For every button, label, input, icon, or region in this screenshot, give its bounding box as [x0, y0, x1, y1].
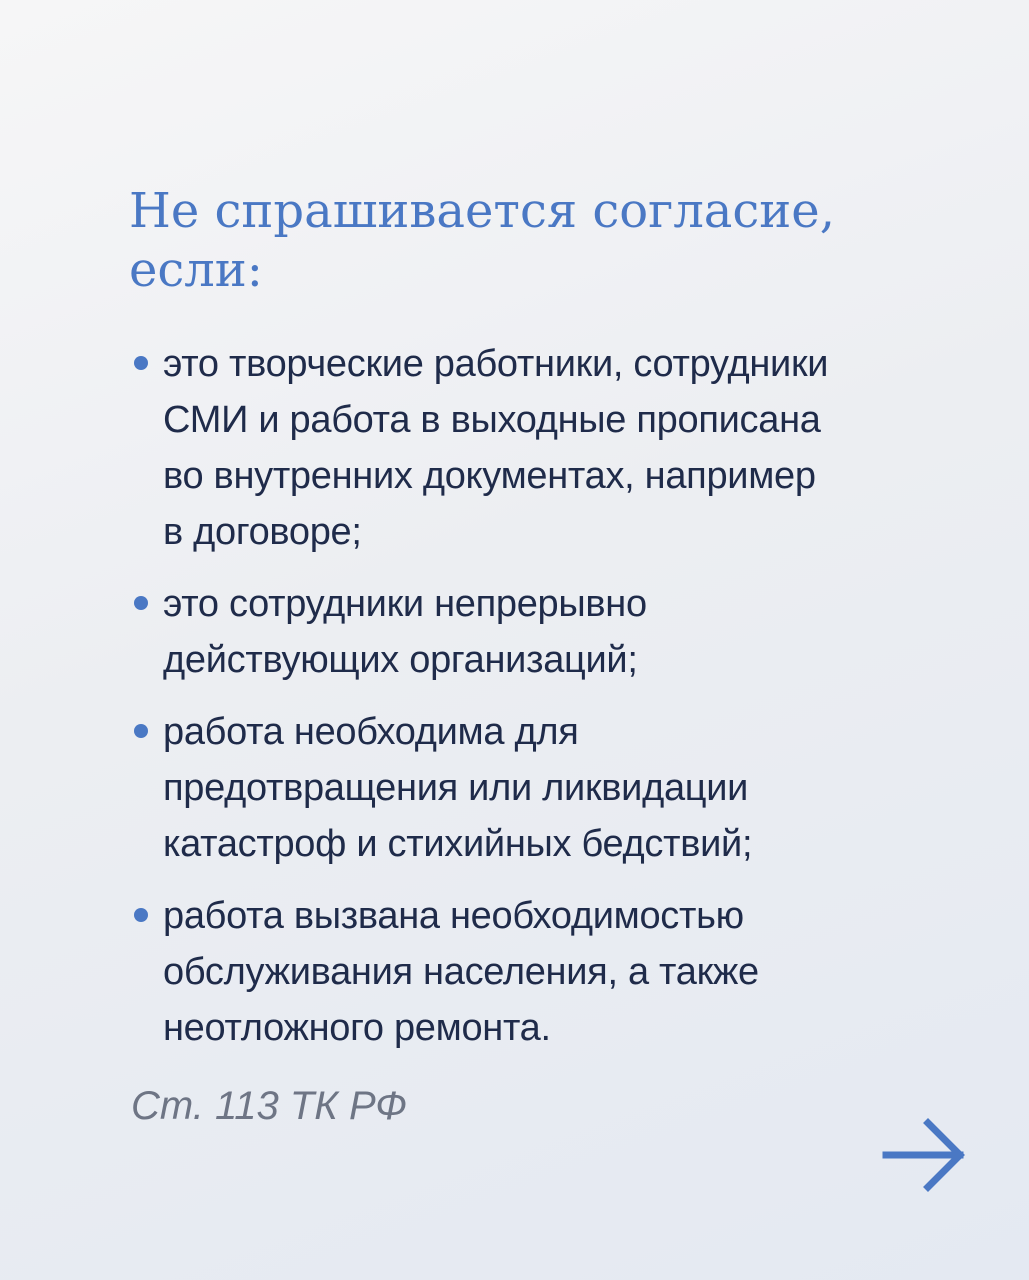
list-item-line: действующих организаций;	[163, 639, 638, 681]
title-line: если:	[129, 242, 263, 298]
list-item-line: это сотрудники непрерывно	[163, 583, 647, 625]
bullet-icon	[134, 724, 148, 738]
list-item-line: обслуживания населения, а также	[163, 951, 759, 993]
law-reference: Ст. 113 ТК РФ	[131, 1084, 408, 1128]
next-slide-button[interactable]	[882, 1118, 968, 1192]
bullet-icon	[134, 596, 148, 610]
conditions-list	[132, 336, 992, 1056]
list-item-line: работа вызвана необходимостью	[163, 895, 744, 937]
list-item-line: во внутренних документах, например	[163, 455, 816, 497]
list-item-line: в договоре;	[163, 511, 362, 553]
arrow-right-icon	[882, 1118, 968, 1192]
list-item	[132, 888, 992, 1056]
list-item	[132, 704, 992, 872]
list-item	[132, 336, 992, 560]
list-item-line: катастроф и стихийных бедствий;	[163, 823, 753, 865]
list-item-line: работа необходима для	[163, 711, 579, 753]
page-title	[129, 182, 949, 300]
bullet-icon	[134, 908, 148, 922]
list-item-line: предотвращения или ликвидации	[163, 767, 749, 809]
list-item-line: СМИ и работа в выходные прописана	[163, 399, 821, 441]
title-line: Не спрашивается согласие,	[129, 183, 835, 239]
list-item	[132, 576, 992, 688]
list-item-line: неотложного ремонта.	[163, 1007, 551, 1049]
bullet-icon	[134, 356, 148, 370]
list-item-line: это творческие работники, сотрудники	[163, 343, 829, 385]
